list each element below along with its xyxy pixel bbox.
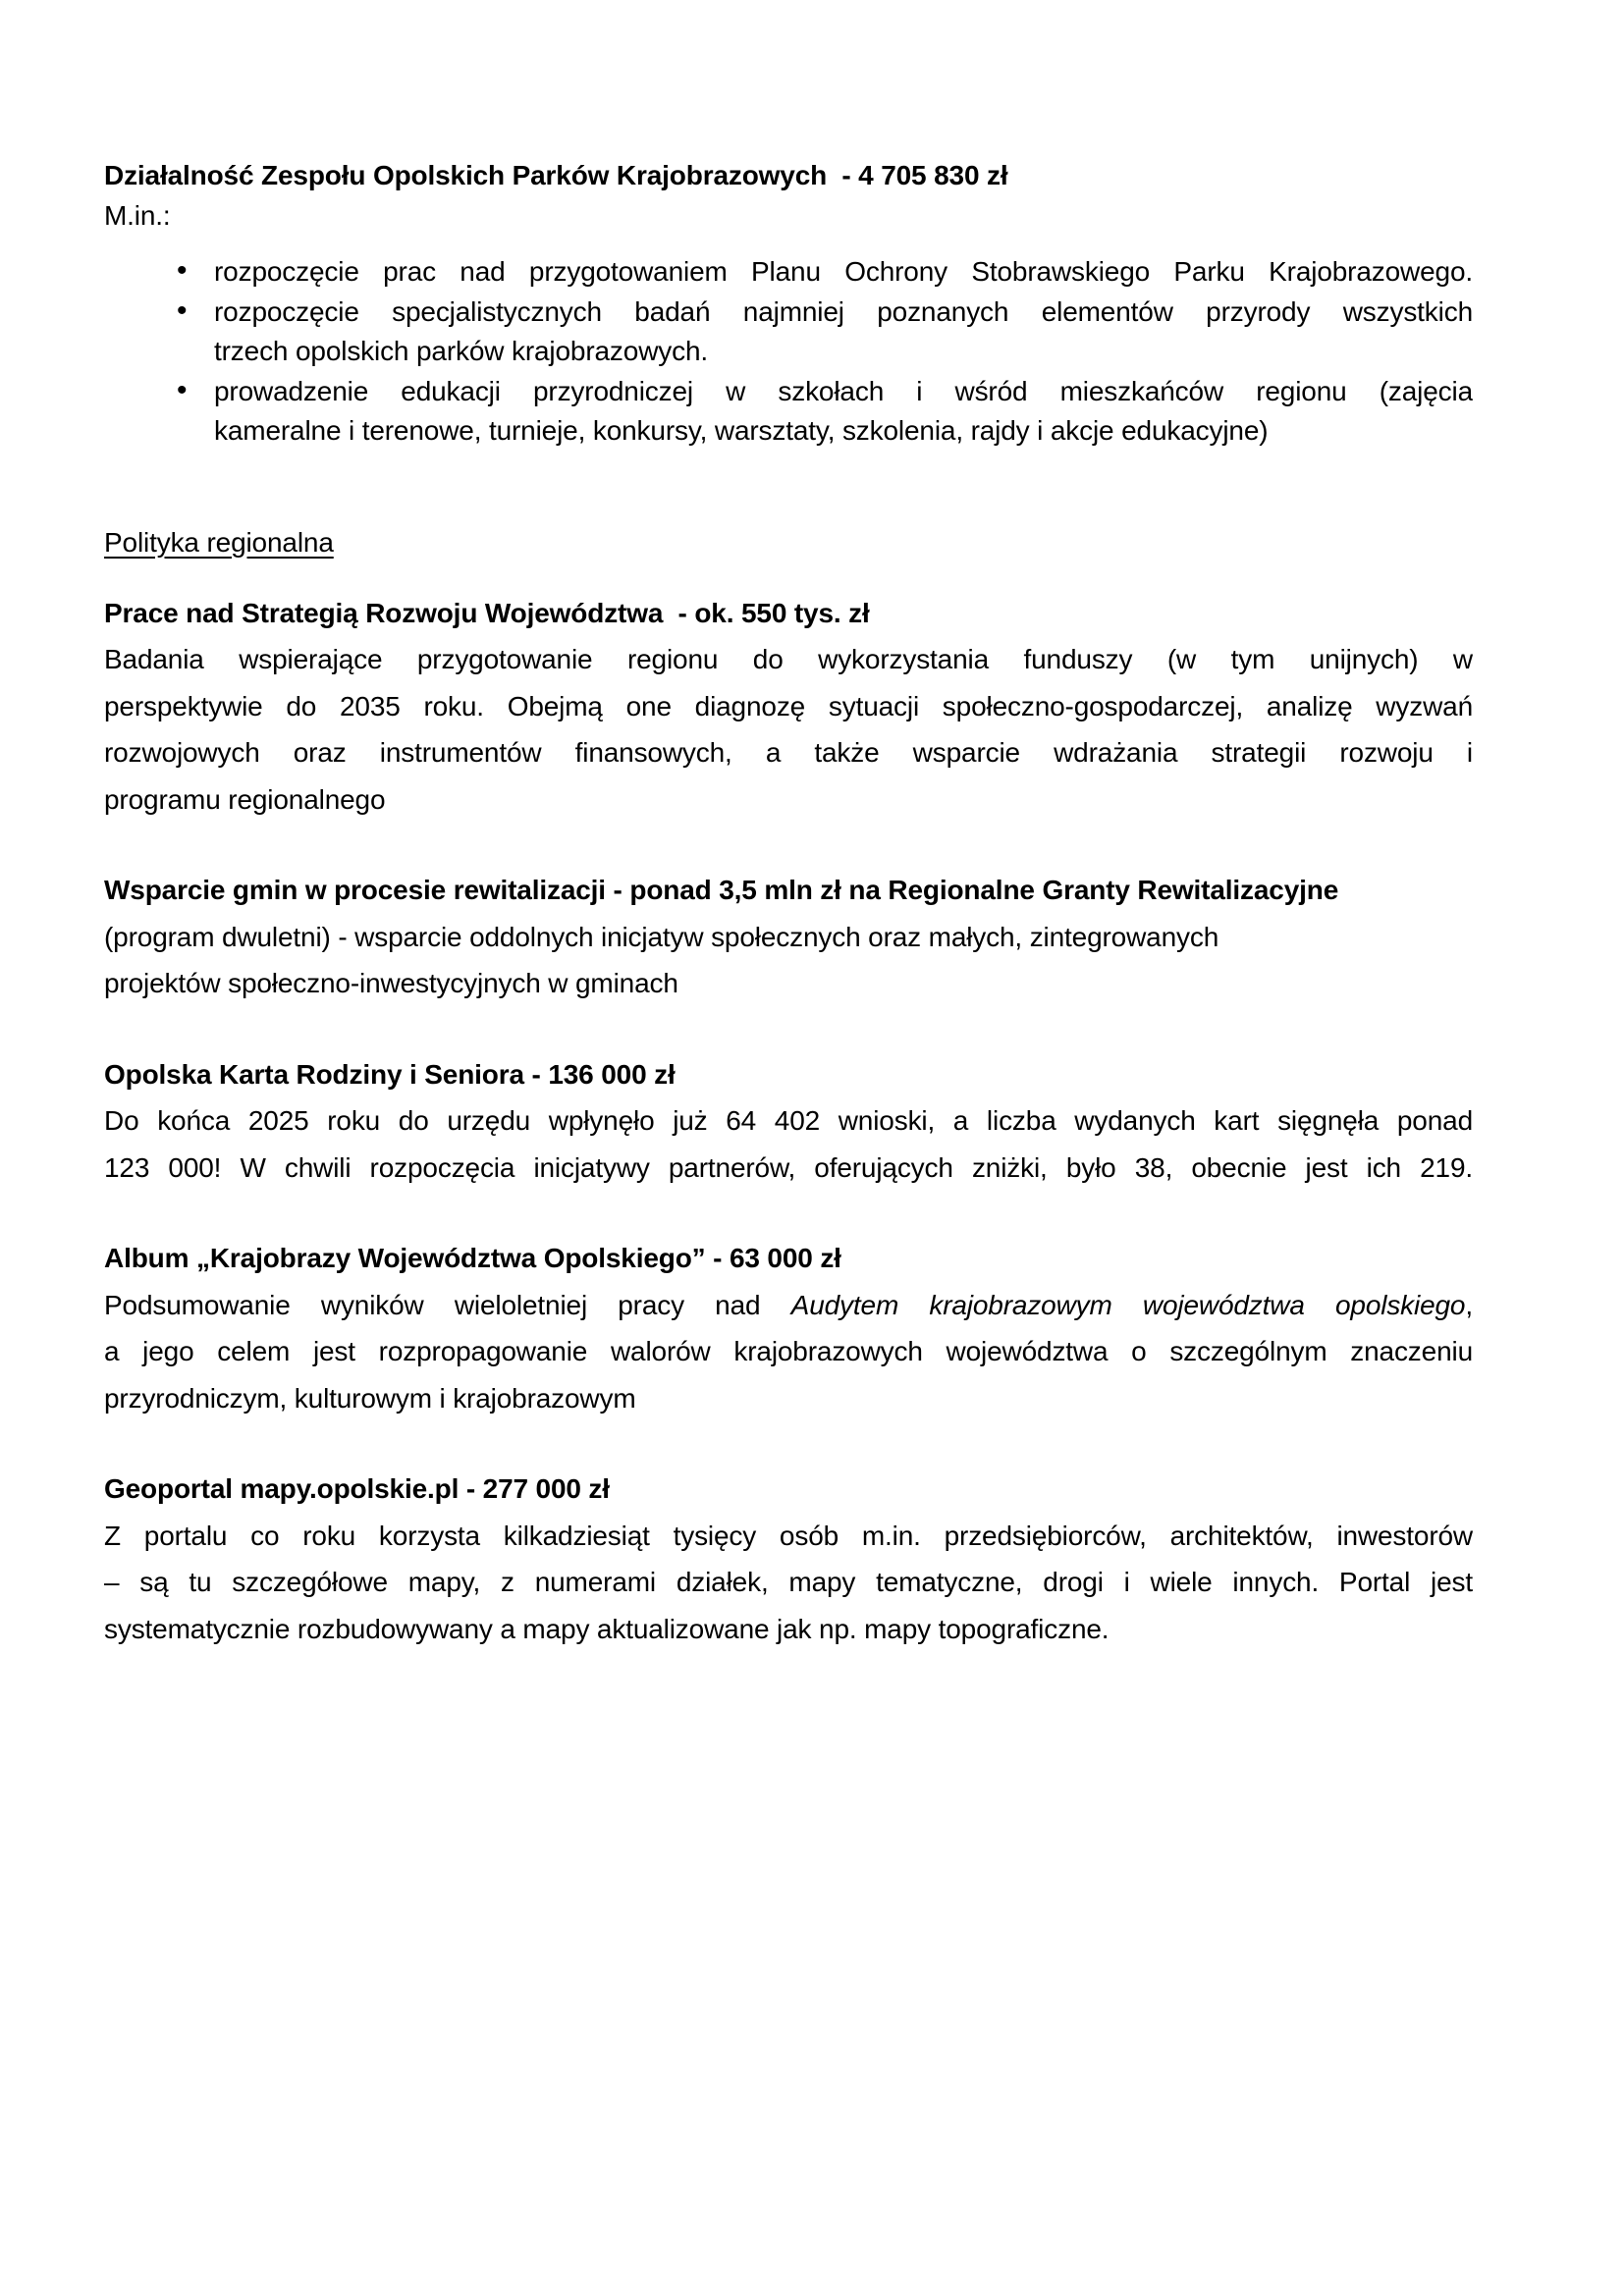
text-line: programu regionalnego (104, 783, 386, 815)
document-section (104, 590, 1473, 824)
text-line: kameralne i terenowe, turnieje, konkursy, warsztaty, szkolenia, rajdy i akcje edukacyjne) (214, 415, 1269, 446)
text-line: rozwojowych oraz instrumentów finansowych, a także wsparcie wdrażania strategii rozwoju i (104, 737, 1473, 768)
document-title: Działalność Zespołu Opolskich Parków Krajobrazowych - 4 705 830 zł (104, 160, 1008, 190)
section-heading: Opolska Karta Rodziny i Seniora - 136 000 zł (104, 1058, 676, 1090)
text-line: (program dwuletni) - wsparcie oddolnych inicjatyw społecznych oraz małych, zintegrowanych (104, 921, 1219, 952)
bullet-icon: • (177, 294, 188, 327)
text-line: rozpoczęcie specjalistycznych badań najmniej poznanych elementów przyrody wszystkich (214, 295, 1473, 327)
text-line: trzech opolskich parków krajobrazowych. (214, 336, 709, 366)
text-line: a jego celem jest rozpropagowanie walorów krajobrazowych województwa o szczególnym znaczeniu (104, 1336, 1473, 1366)
bullet-icon: • (177, 373, 188, 406)
bullet-icon: • (177, 254, 188, 287)
section-heading: Album „Krajobrazy Województwa Opolskiego” - 63 000 zł (104, 1243, 841, 1273)
document-section (104, 1466, 1473, 1652)
section-heading: Geoportal mapy.opolskie.pl - 277 000 zł (104, 1473, 610, 1504)
text-line: przyrodniczym, kulturowym i krajobrazowym (104, 1382, 636, 1414)
list-item (104, 293, 1473, 372)
text-line: 123 000! W chwili rozpoczęcia inicjatywy partnerów, oferujących zniżki, było 38, obecnie jest ich 219. (104, 1151, 1473, 1183)
text-line (104, 1282, 1473, 1329)
intro-label: M.in.: (104, 200, 171, 231)
text-line: rozpoczęcie prac nad przygotowaniem Planu Ochrony Stobrawskiego Parku Krajobrazowego. (214, 256, 1473, 287)
text-line: prowadzenie edukacji przyrodniczej w szkołach i wśród mieszkańców regionu (zajęcia (214, 375, 1473, 406)
section-heading: Prace nad Strategią Rozwoju Województwa - ok. 550 tys. zł (104, 597, 870, 628)
document-section (104, 1051, 1473, 1192)
italic-text-segment: Audytem krajobrazowym województwa opolskiego (790, 1289, 1466, 1320)
list-item (104, 372, 1473, 452)
text-line: Badania wspierające przygotowanie regionu do wykorzystania funduszy (w tym unijnych) w (104, 644, 1473, 674)
bullet-list (104, 252, 1473, 452)
list-item (104, 252, 1473, 293)
text-segment: , (1465, 1289, 1473, 1320)
document-section (104, 1235, 1473, 1421)
text-line: systematycznie rozbudowywany a mapy aktualizowane jak np. mapy topograficzne. (104, 1613, 1110, 1644)
section-title-underlined: Polityka regionalna (104, 526, 334, 558)
text-segment: Podsumowanie wyników wieloletniej pracy nad (104, 1289, 791, 1320)
text-line: projektów społeczno-inwestycyjnych w gminach (104, 968, 678, 998)
document-section (104, 867, 1473, 1007)
text-line: Z portalu co roku korzysta kilkadziesiąt tysięcy osób m.in. przedsiębiorców, architektów, inwestorów (104, 1520, 1473, 1551)
section-heading: Wsparcie gmin w procesie rewitalizacji - ponad 3,5 mln zł na Regionalne Granty Rewitalizacyjne (104, 875, 1339, 905)
text-line: Do końca 2025 roku do urzędu wpłynęło już 64 402 wnioski, a liczba wydanych kart sięgnęła ponad (104, 1105, 1473, 1136)
text-line: perspektywie do 2035 roku. Obejmą one diagnozę sytuacji społeczno-gospodarczej, analizę wyzwań (104, 690, 1473, 721)
text-line: – są tu szczegółowe mapy, z numerami działek, mapy tematyczne, drogi i wiele innych. Portal jest (104, 1567, 1473, 1597)
